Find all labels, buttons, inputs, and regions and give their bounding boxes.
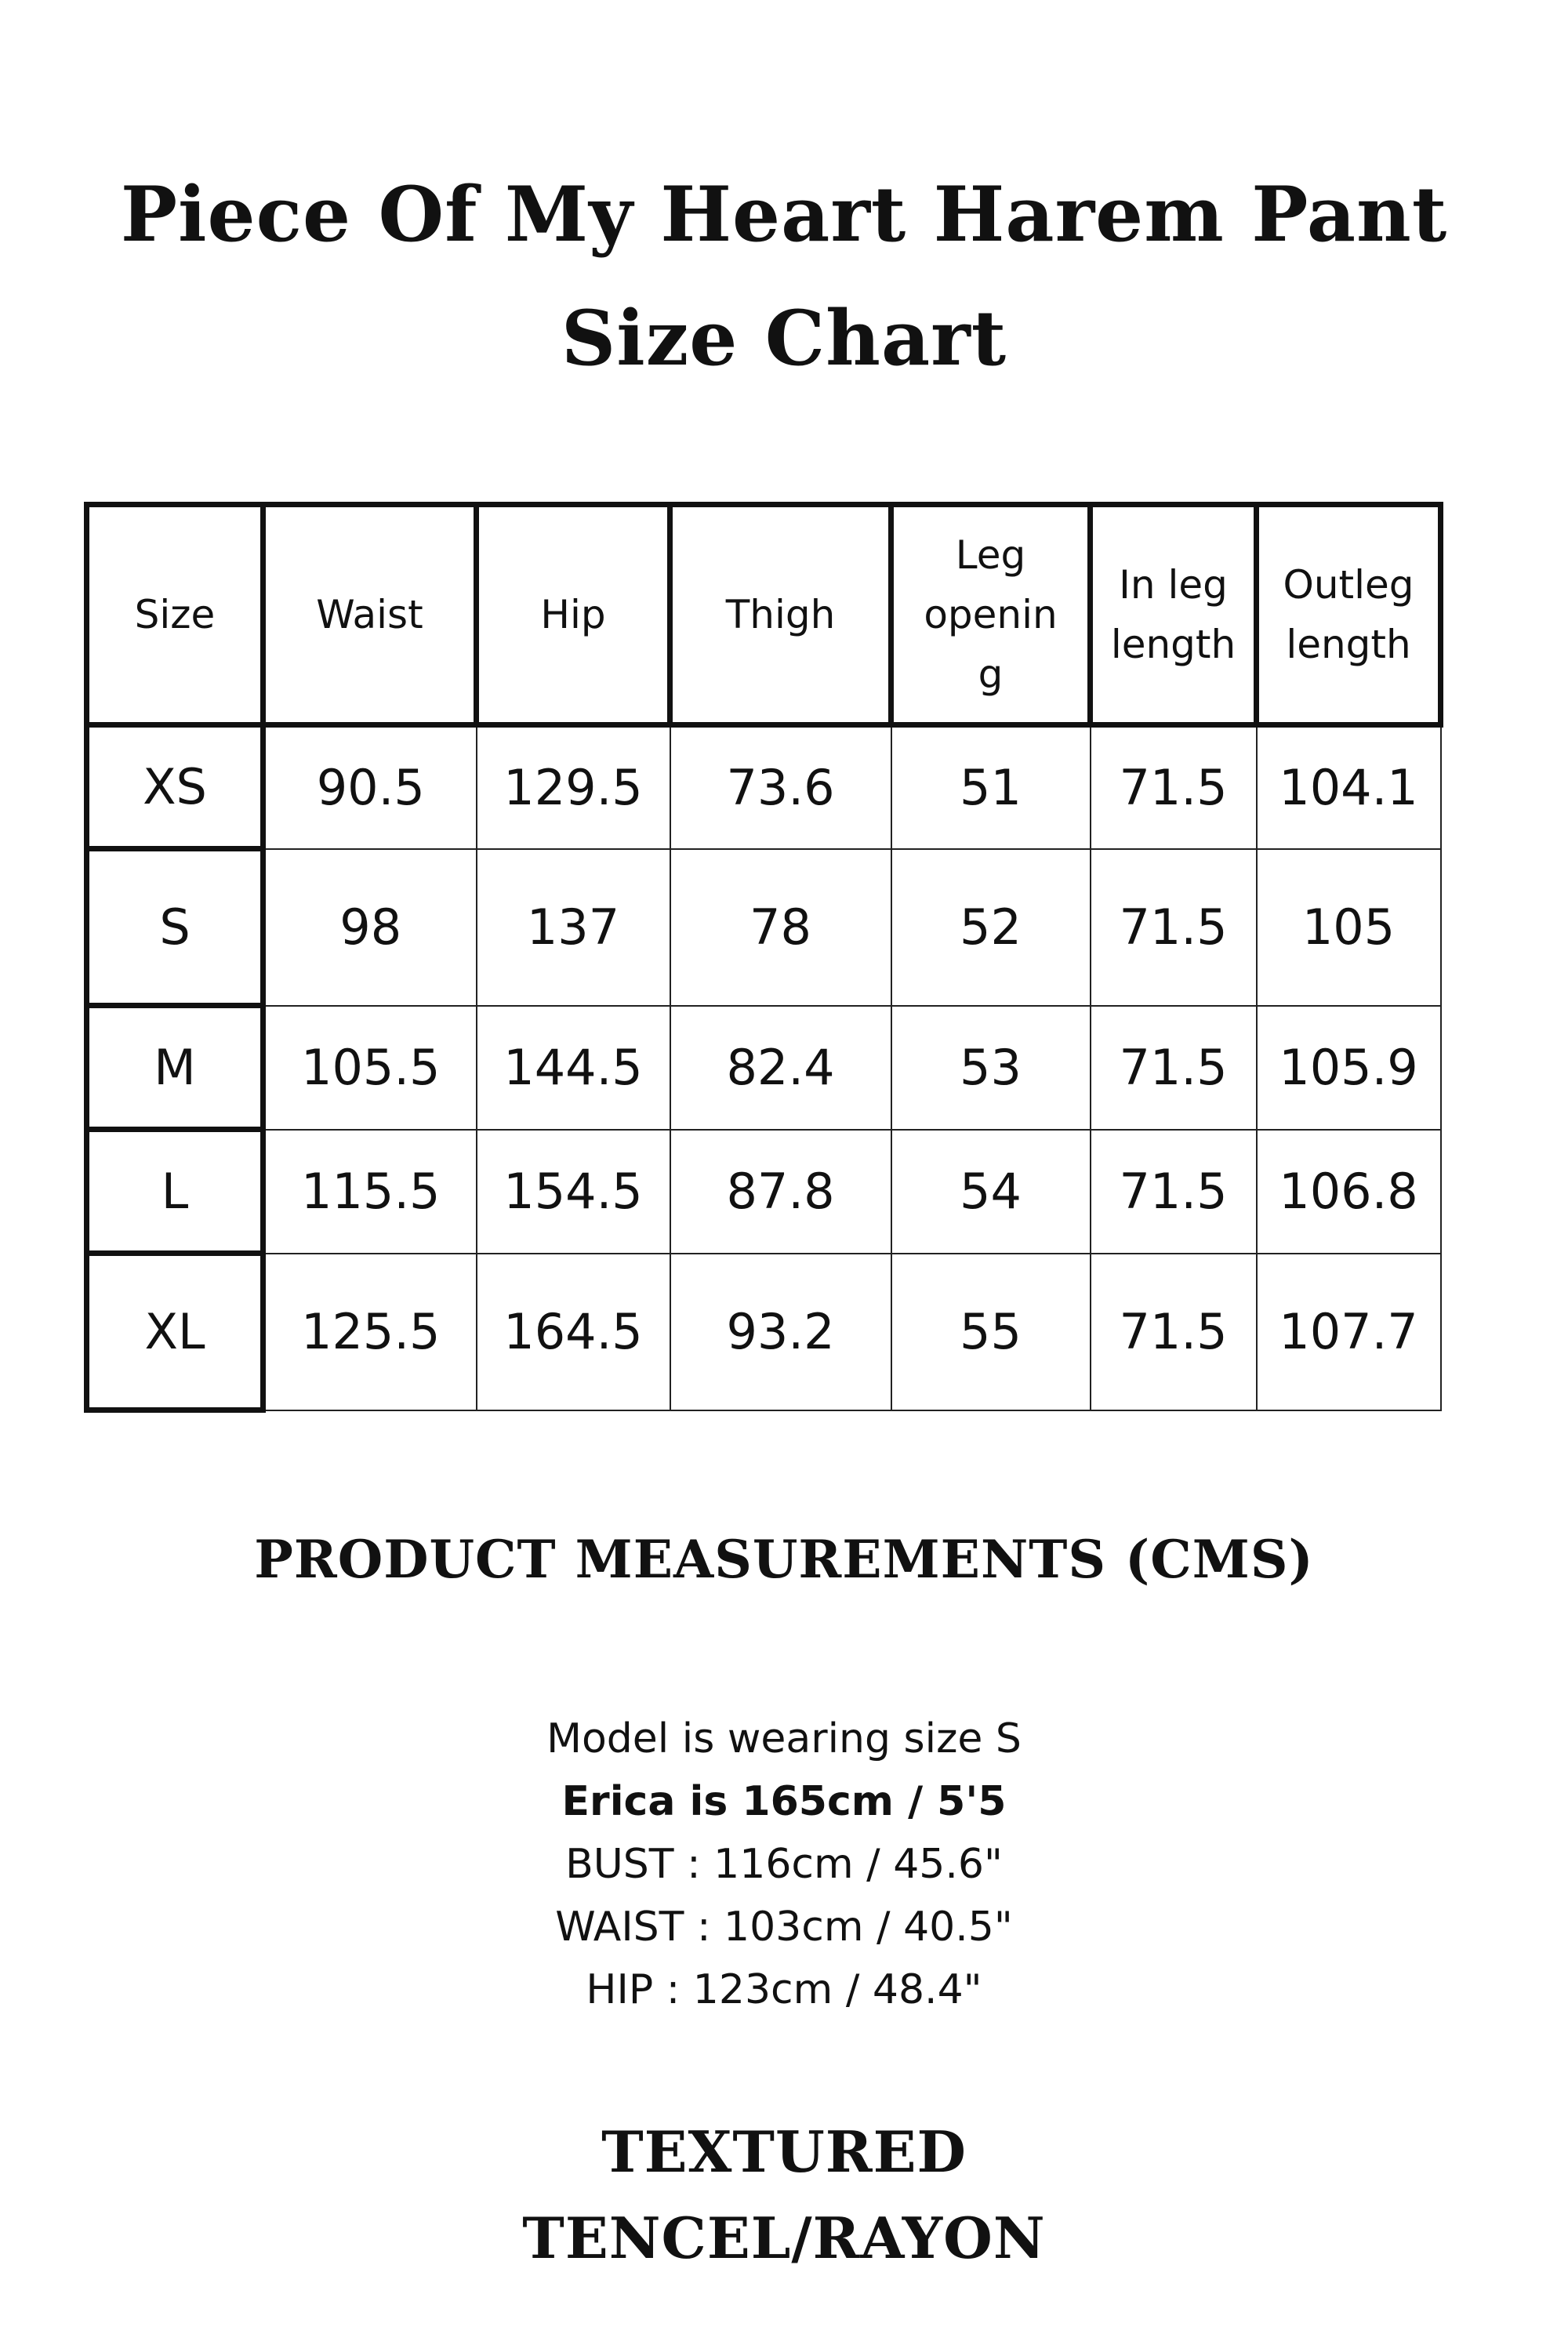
header-waist: Waist (263, 505, 477, 725)
size-cell: S (87, 849, 263, 1006)
thigh-cell: 73.6 (670, 725, 891, 849)
leg-opening-cell: 54 (891, 1130, 1091, 1254)
outleg-length-cell: 105 (1257, 849, 1441, 1006)
size-chart-table (84, 502, 1443, 1413)
table-row (87, 725, 1441, 849)
in-leg-length-cell: 71.5 (1091, 849, 1257, 1006)
in-leg-length-cell: 71.5 (1091, 725, 1257, 849)
fabric-line-1: TEXTURED (601, 2118, 967, 2185)
outleg-length-cell: 105.9 (1257, 1006, 1441, 1130)
table-header-row (87, 505, 1441, 725)
hip-cell: 164.5 (477, 1254, 670, 1410)
outleg-length-cell: 107.7 (1257, 1254, 1441, 1410)
waist-cell: 90.5 (263, 725, 477, 849)
waist-cell: 115.5 (263, 1130, 477, 1254)
thigh-cell: 93.2 (670, 1254, 891, 1410)
header-outleg-length: Outleg length (1257, 505, 1441, 725)
table-row (87, 849, 1441, 1006)
leg-opening-cell: 55 (891, 1254, 1091, 1410)
table-row (87, 1254, 1441, 1410)
leg-opening-cell: 53 (891, 1006, 1091, 1130)
hip-cell: 137 (477, 849, 670, 1006)
model-height-line: Erica is 165cm / 5'5 (561, 1778, 1007, 1825)
outleg-length-cell: 106.8 (1257, 1130, 1441, 1254)
model-hip-line: HIP : 123cm / 48.4" (586, 1966, 982, 2013)
title-line-1: Piece Of My Heart Harem Pant (120, 170, 1448, 259)
hip-cell: 129.5 (477, 725, 670, 849)
header-in-leg-length: In leg length (1091, 505, 1257, 725)
header-size: Size (87, 505, 263, 725)
leg-opening-cell: 51 (891, 725, 1091, 849)
waist-cell: 125.5 (263, 1254, 477, 1410)
in-leg-length-cell: 71.5 (1091, 1006, 1257, 1130)
thigh-cell: 87.8 (670, 1130, 891, 1254)
table-row (87, 1130, 1441, 1254)
hip-cell: 144.5 (477, 1006, 670, 1130)
hip-cell: 154.5 (477, 1130, 670, 1254)
in-leg-length-cell: 71.5 (1091, 1254, 1257, 1410)
waist-cell: 105.5 (263, 1006, 477, 1130)
title-line-2: Size Chart (561, 294, 1007, 383)
model-info (0, 1708, 1568, 2021)
size-cell: L (87, 1130, 263, 1254)
fabric-label (0, 2109, 1568, 2281)
header-hip: Hip (477, 505, 670, 725)
table-row (87, 1006, 1441, 1130)
model-size-line: Model is wearing size S (546, 1715, 1022, 1762)
outleg-length-cell: 104.1 (1257, 725, 1441, 849)
in-leg-length-cell: 71.5 (1091, 1130, 1257, 1254)
section-heading: PRODUCT MEASUREMENTS (CMS) (254, 1529, 1314, 1590)
model-bust-line: BUST : 116cm / 45.6" (565, 1841, 1003, 1888)
model-waist-line: WAIST : 103cm / 40.5" (555, 1904, 1013, 1951)
thigh-cell: 78 (670, 849, 891, 1006)
page-title (0, 153, 1568, 401)
size-cell: XL (87, 1254, 263, 1410)
size-cell: M (87, 1006, 263, 1130)
fabric-line-2: TENCEL/RAYON (522, 2205, 1046, 2271)
waist-cell: 98 (263, 849, 477, 1006)
size-cell: XS (87, 725, 263, 849)
header-leg-opening: Leg openin g (891, 505, 1091, 725)
header-thigh: Thigh (670, 505, 891, 725)
leg-opening-cell: 52 (891, 849, 1091, 1006)
thigh-cell: 82.4 (670, 1006, 891, 1130)
